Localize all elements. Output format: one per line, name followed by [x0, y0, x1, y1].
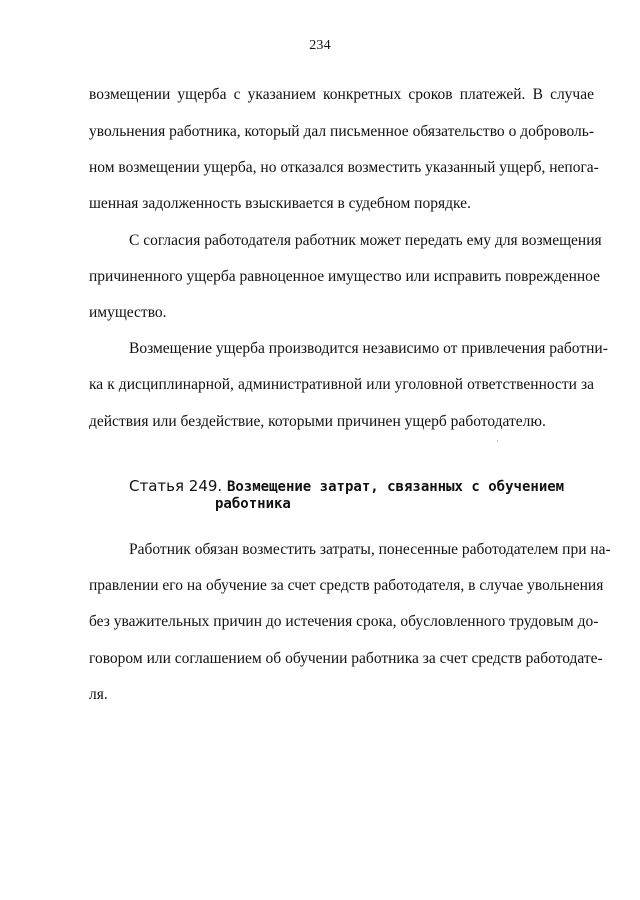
text-line: С согласия работодателя работник может передать ему для возмещения — [129, 232, 602, 249]
text-line: увольнения работника, который дал письменное обязательство о доброволь- — [89, 123, 594, 140]
text-line: действия или бездействие, которыми причинен ущерб работодателю. — [89, 413, 546, 430]
text-line: ном возмещении ущерба, но отказался возместить указанный ущерб, непога- — [89, 159, 599, 176]
text-line: правлении его на обучение за счет средств работодателя, в случае увольнения — [89, 577, 604, 594]
text-line: возмещении ущерба с указанием конкретных сроков платежей. В случае — [89, 86, 594, 103]
scan-speck — [497, 440, 498, 442]
page-number: 234 — [309, 38, 331, 53]
text-line: причиненного ущерба равноценное имущество или исправить поврежденное — [89, 268, 601, 285]
text-line: без уважительных причин до истечения срока, обусловленного трудовым до- — [89, 613, 599, 630]
text-line: говором или соглашением об обучении работника за счет средств работодате- — [89, 650, 603, 667]
text-line: ка к дисциплинарной, административной или уголовной ответственности за — [89, 376, 594, 393]
text-line: шенная задолженность взыскивается в судебном порядке. — [89, 195, 471, 212]
text-line: имущество. — [89, 304, 167, 321]
text-line: Работник обязан возместить затраты, понесенные работодателем при на- — [129, 541, 611, 558]
article-number: Статья 249. — [129, 477, 223, 495]
text-line: ля. — [89, 686, 108, 703]
article-title-continuation: работника — [215, 496, 291, 512]
article-title: Возмещение затрат, связанных с обучением — [226, 479, 565, 495]
text-line: Возмещение ущерба производится независимо от привлечения работни- — [129, 340, 608, 357]
article-heading-line-1 — [129, 477, 564, 496]
